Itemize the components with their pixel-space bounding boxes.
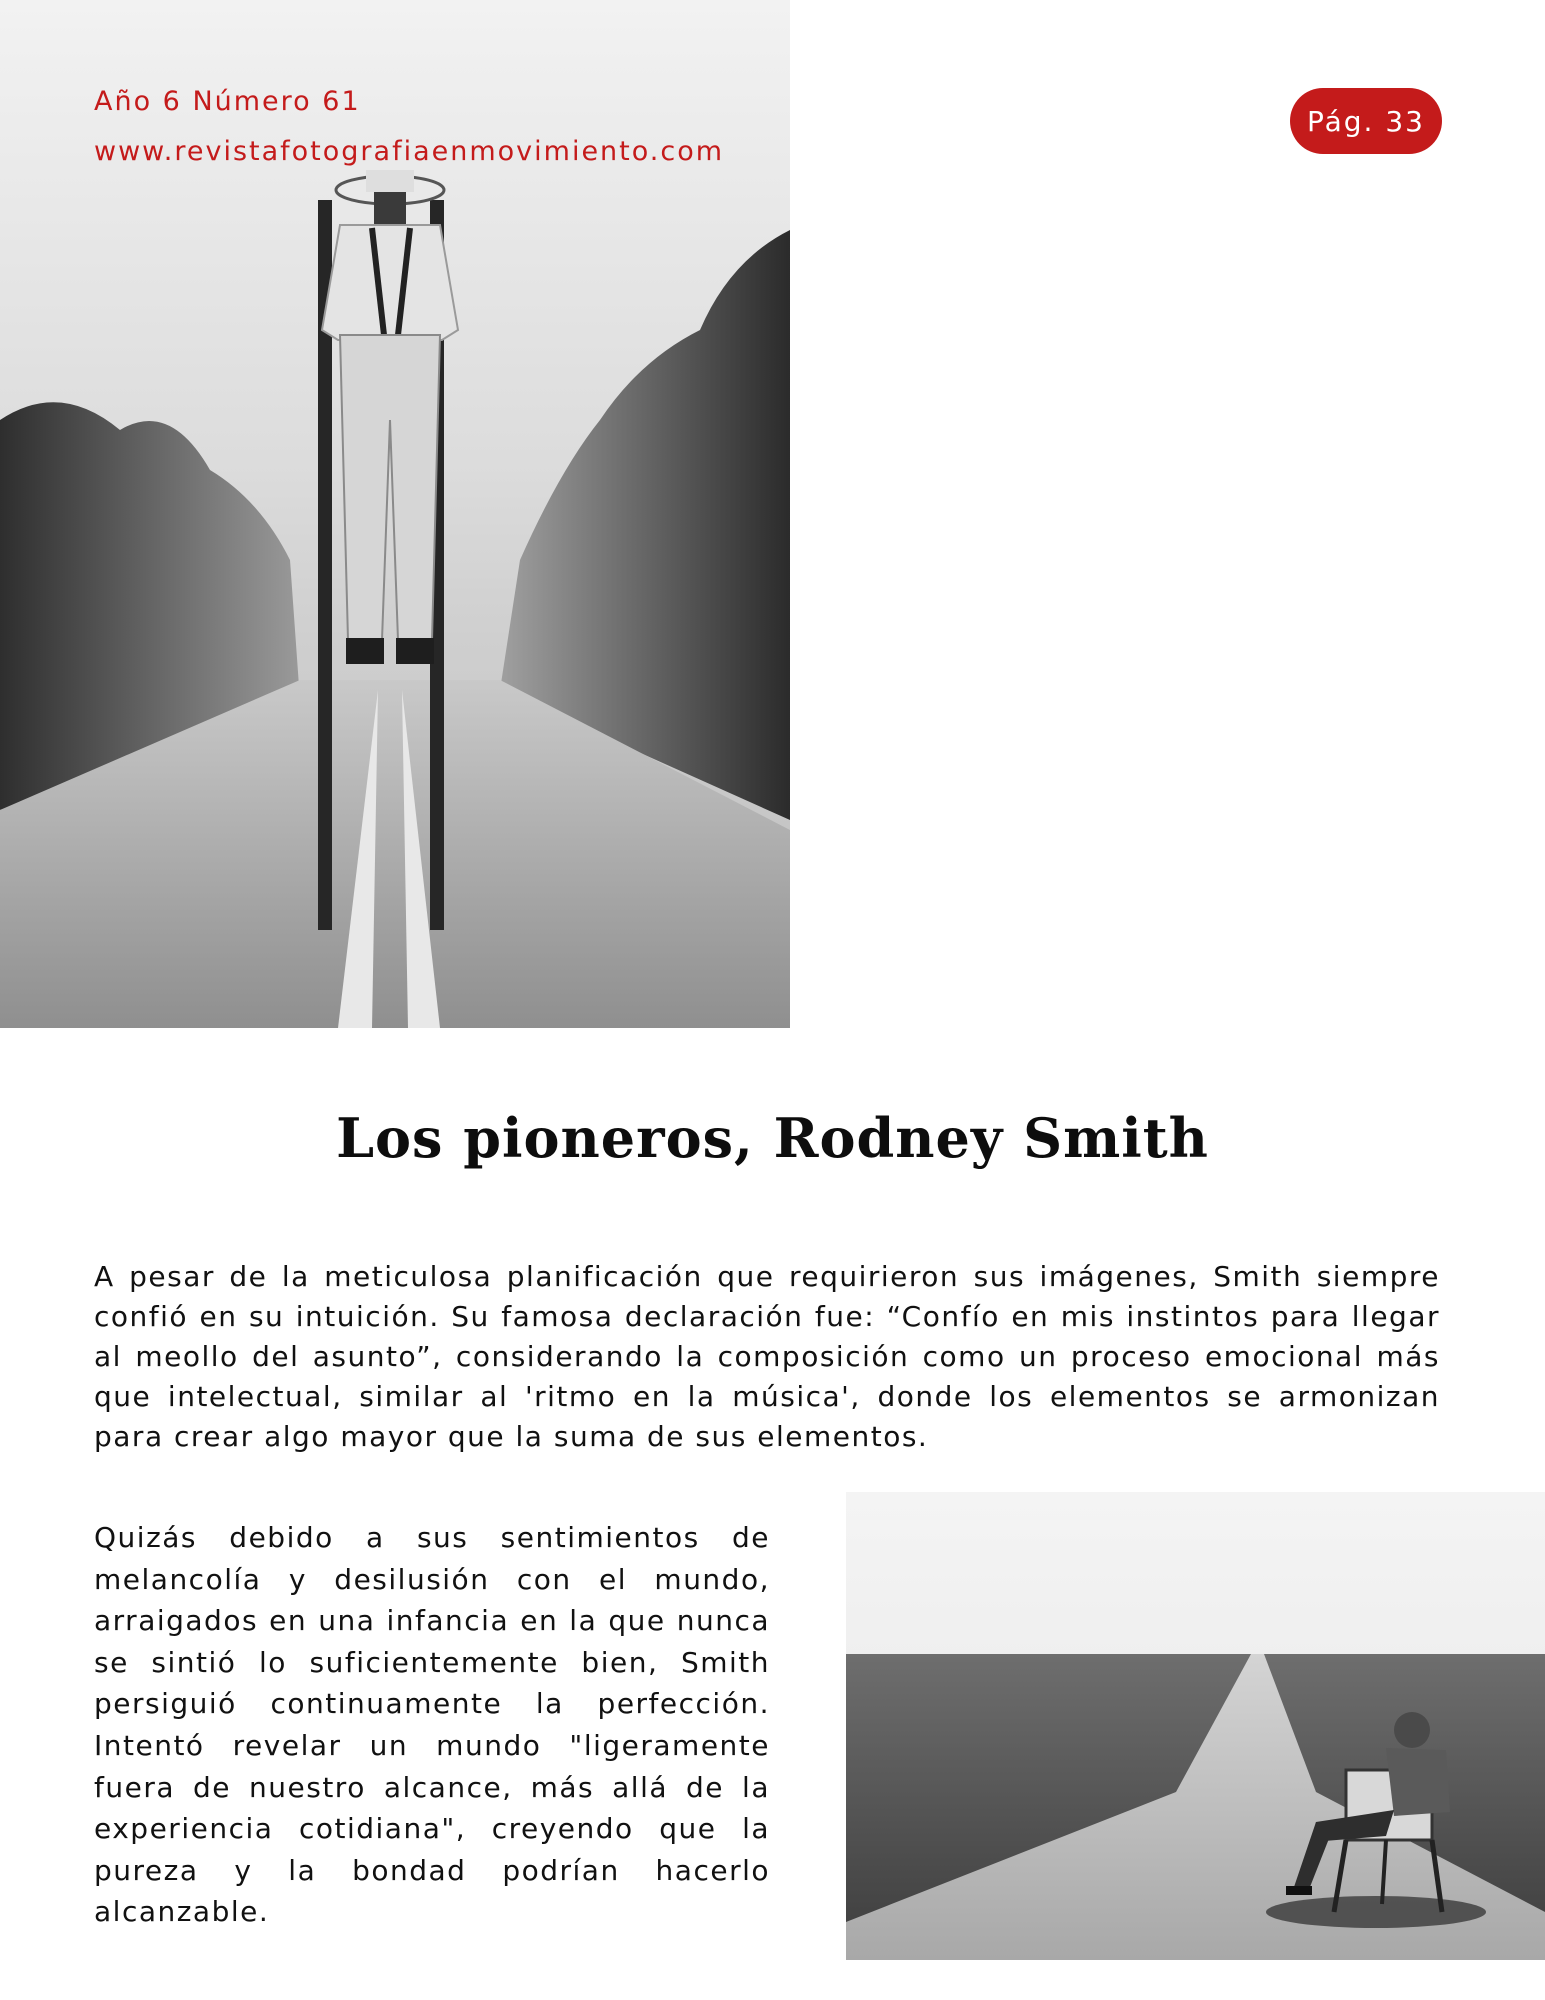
article-title: Los pioneros, Rodney Smith — [336, 1106, 1209, 1170]
article-paragraph-2: Quizás debido a sus sentimientos de melancolía y desilusión con el mundo, arraigados en una infancia en la que nunca se sintió lo suficientemente bien, Smith persiguió continuamente la perfección. Intentó revelar un mundo "ligeramente fuera de nuestro alcance, más allá de la experiencia cotidiana", creyendo que la pureza y la bondad podrían hacerlo alcanzable. — [94, 1521, 770, 1929]
page-number-badge: Pág. 33 — [1290, 88, 1442, 154]
issue-number: Año 6 Número 61 — [94, 86, 361, 117]
chair-road-photo — [846, 1492, 1545, 1960]
website-link[interactable]: www.revistafotografiaenmovimiento.com — [94, 136, 725, 167]
article-paragraph-1: A pesar de la meticulosa planificación que requirieron sus imágenes, Smith siempre confió en su intuición. Su famosa declaración fue: “Confío en mis instintos para llegar al meollo del asunto”, considerando la composición como un proceso emocional más que intelectual, similar al 'ritmo en la música', donde los elementos se armonizan para crear algo mayor que la suma de sus elementos. — [94, 1260, 1440, 1453]
